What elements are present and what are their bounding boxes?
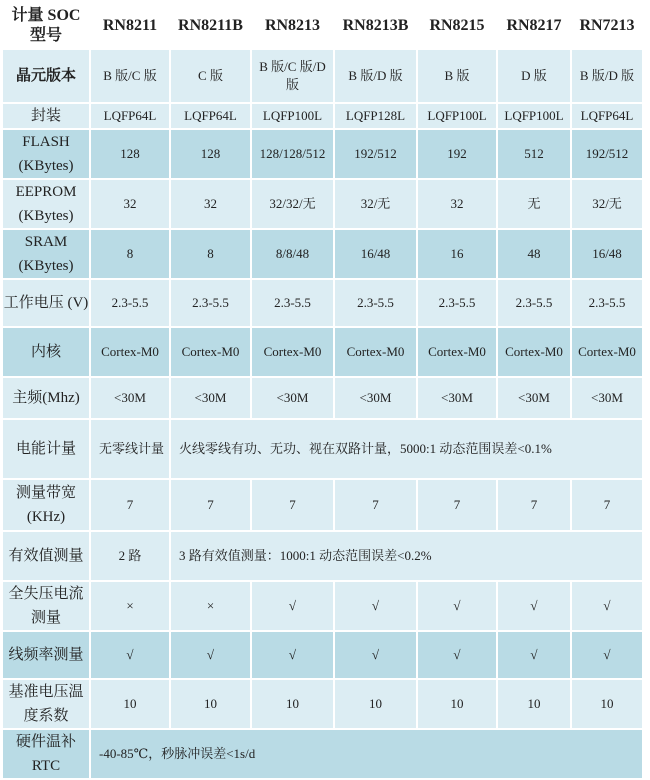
table-cell: 128 [170,129,251,179]
table-cell: LQFP100L [497,103,571,129]
table-cell: B 版 [417,49,497,103]
table-cell: √ [251,631,334,679]
table-cell: 8 [90,229,170,279]
table-cell: 7 [90,479,170,531]
table-cell: 7 [417,479,497,531]
row-label: 封装 [2,103,90,129]
table-cell: <30M [334,377,417,419]
table-cell: LQFP64L [170,103,251,129]
table-row [2,531,643,581]
table-cell: 48 [497,229,571,279]
table-cell: 2.3-5.5 [417,279,497,327]
table-cell: 无 [497,179,571,229]
table-row [2,179,643,229]
table-row [2,103,643,129]
row-label: 线频率测量 [2,631,90,679]
table-cell: 2 路 [90,531,170,581]
header-cell: RN8215 [417,3,497,49]
table-cell: 10 [251,679,334,729]
table-cell: 8 [170,229,251,279]
row-label: EEPROM (KBytes) [2,179,90,229]
table-row [2,49,643,103]
table-row [2,479,643,531]
table-row [2,419,643,479]
table-cell: <30M [417,377,497,419]
table-cell: × [90,581,170,631]
table-cell: 32/无 [334,179,417,229]
table-cell: 512 [497,129,571,179]
table-cell: 10 [334,679,417,729]
table-cell: 10 [90,679,170,729]
table-cell: 8/8/48 [251,229,334,279]
table-cell: B 版/C 版/D 版 [251,49,334,103]
table-row [2,729,643,779]
table-cell: Cortex-M0 [334,327,417,377]
table-cell: <30M [497,377,571,419]
header-cell: 计量 SOC 型号 [2,3,90,49]
table-cell: 16 [417,229,497,279]
table-cell: LQFP100L [417,103,497,129]
table-cell: 7 [170,479,251,531]
table-cell: √ [170,631,251,679]
row-label: 有效值测量 [2,531,90,581]
header-cell: RN7213 [571,3,643,49]
table-cell: D 版 [497,49,571,103]
table-cell: √ [571,581,643,631]
row-label: SRAM (KBytes) [2,229,90,279]
row-label: 晶元版本 [2,49,90,103]
table-row [2,129,643,179]
table-cell: 32/32/无 [251,179,334,229]
row-label: 硬件温补 RTC [2,729,90,779]
table-cell: <30M [571,377,643,419]
table-cell: Cortex-M0 [170,327,251,377]
table-cell: LQFP128L [334,103,417,129]
row-label: 电能计量 [2,419,90,479]
header-cell: RN8213 [251,3,334,49]
table-cell: 7 [497,479,571,531]
table-cell: 10 [571,679,643,729]
table-cell: Cortex-M0 [251,327,334,377]
merged-cell: -40-85℃，秒脉冲误差<1s/d [90,729,643,779]
table-cell: 16/48 [571,229,643,279]
table-row [2,631,643,679]
table-row [2,581,643,631]
table-cell: Cortex-M0 [90,327,170,377]
table-cell: √ [90,631,170,679]
soc-comparison-table [1,2,644,780]
table-cell: √ [571,631,643,679]
table-cell: Cortex-M0 [571,327,643,377]
merged-cell: 火线零线有功、无功、视在双路计量，5000:1 动态范围误差<0.1% [170,419,643,479]
merged-cell: 3 路有效值测量：1000:1 动态范围误差<0.2% [170,531,643,581]
table-cell: <30M [90,377,170,419]
table-cell: 192/512 [334,129,417,179]
table-cell: 10 [170,679,251,729]
table-cell: 32/无 [571,179,643,229]
table-cell: 32 [90,179,170,229]
table-cell: √ [497,631,571,679]
table-cell: 32 [170,179,251,229]
table-cell: 7 [334,479,417,531]
table-cell: √ [251,581,334,631]
table-cell: C 版 [170,49,251,103]
header-cell: RN8217 [497,3,571,49]
table-cell: 10 [417,679,497,729]
table-cell: 16/48 [334,229,417,279]
table-cell: √ [334,581,417,631]
table-cell: 2.3-5.5 [170,279,251,327]
table-cell: √ [417,631,497,679]
table-cell: 192/512 [571,129,643,179]
table-cell: 128/128/512 [251,129,334,179]
table-cell: 无零线计量 [90,419,170,479]
table-cell: √ [334,631,417,679]
header-cell: RN8211B [170,3,251,49]
table-cell: 2.3-5.5 [571,279,643,327]
table-cell: 7 [251,479,334,531]
table-cell: 2.3-5.5 [334,279,417,327]
table-cell: 2.3-5.5 [251,279,334,327]
table-cell: 192 [417,129,497,179]
table-row [2,279,643,327]
table-cell: B 版/D 版 [571,49,643,103]
table-row [2,229,643,279]
table-cell: LQFP64L [90,103,170,129]
table-cell: Cortex-M0 [417,327,497,377]
row-label: 基准电压温度系数 [2,679,90,729]
table-cell: <30M [170,377,251,419]
table-cell: 2.3-5.5 [90,279,170,327]
table-cell: √ [417,581,497,631]
table-row [2,377,643,419]
table-cell: LQFP64L [571,103,643,129]
table-cell: √ [497,581,571,631]
table-row [2,679,643,729]
table-cell: B 版/D 版 [334,49,417,103]
table-cell: <30M [251,377,334,419]
header-cell: RN8213B [334,3,417,49]
table-cell: 2.3-5.5 [497,279,571,327]
table-cell: × [170,581,251,631]
table-cell: 7 [571,479,643,531]
table-cell: 10 [497,679,571,729]
table-cell: 128 [90,129,170,179]
header-row [2,3,643,49]
row-label: 测量带宽 (KHz) [2,479,90,531]
table-cell: 32 [417,179,497,229]
row-label: 工作电压 (V) [2,279,90,327]
table-cell: LQFP100L [251,103,334,129]
header-cell: RN8211 [90,3,170,49]
row-label: 全失压电流测量 [2,581,90,631]
table-row [2,327,643,377]
row-label: FLASH (KBytes) [2,129,90,179]
row-label: 内核 [2,327,90,377]
table-cell: Cortex-M0 [497,327,571,377]
table-cell: B 版/C 版 [90,49,170,103]
row-label: 主频(Mhz) [2,377,90,419]
